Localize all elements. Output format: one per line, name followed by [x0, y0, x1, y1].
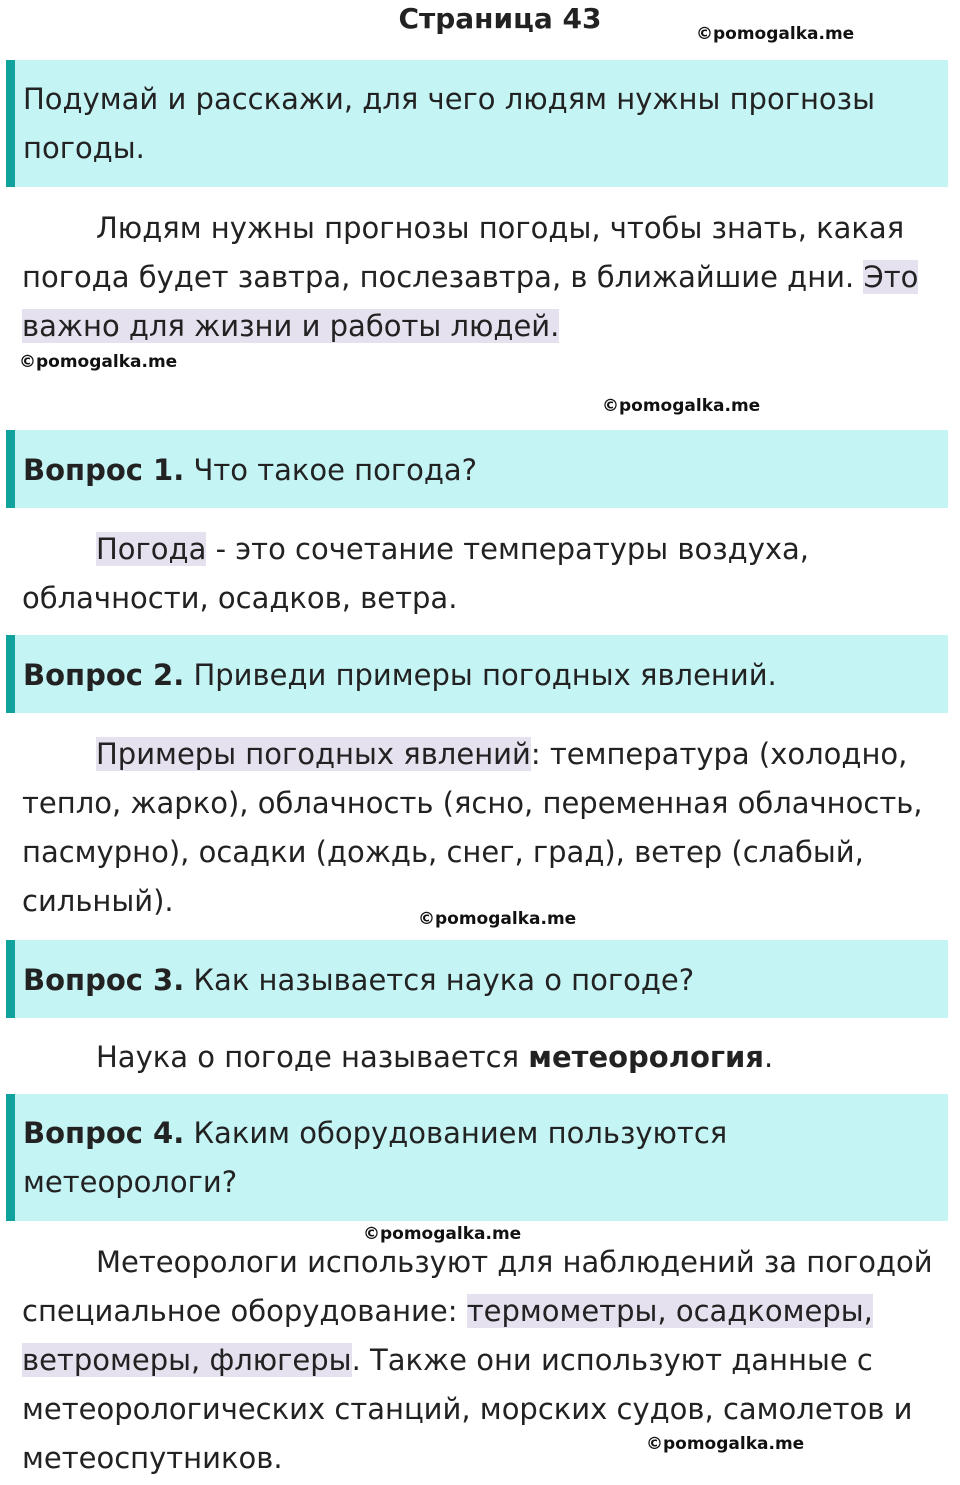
answer-1-highlight: Погода [96, 532, 207, 566]
question-3-label: Вопрос 3. [23, 963, 185, 997]
page-title: Страница 43 [398, 2, 602, 35]
watermark: ©pomogalka.me [19, 352, 178, 372]
question-2-label: Вопрос 2. [23, 658, 185, 692]
watermark: ©pomogalka.me [602, 396, 761, 416]
answer-3-bold: метеорология [528, 1040, 764, 1074]
answer-4 [22, 1238, 952, 1483]
intro-answer-text: Людям нужны прогнозы погоды, чтобы знать, какая погода будет завтра, послезавтра, в ближайшие дни. [22, 211, 905, 294]
question-1-label: Вопрос 1. [23, 453, 185, 487]
watermark: ©pomogalka.me [363, 1224, 522, 1244]
answer-2-text: : температура (холодно, тепло, жарко), облачность (ясно, переменная облачность, пасмурно), осадки (дождь, снег, град), ветер (слабый, сильный). [22, 737, 923, 918]
question-3-box [6, 940, 948, 1018]
question-2-text: Приведи примеры погодных явлений. [184, 658, 777, 692]
intro-answer-highlight: Это важно для жизни и работы людей. [22, 260, 919, 343]
watermark: ©pomogalka.me [646, 1434, 805, 1454]
question-3-text: Как называется наука о погоде? [184, 963, 695, 997]
watermark: ©pomogalka.me [418, 909, 577, 929]
answer-3 [22, 1033, 952, 1082]
answer-2-highlight: Примеры погодных явлений [96, 737, 531, 771]
answer-1 [22, 525, 952, 623]
answer-4-highlight: термометры, осадкомеры, ветромеры, флюгеры [22, 1294, 873, 1377]
question-4-box [6, 1094, 948, 1221]
question-4-text: Каким оборудованием пользуются метеорологи? [23, 1116, 728, 1199]
intro-answer [22, 204, 952, 351]
answer-3-text: Наука о погоде называется [96, 1040, 529, 1074]
question-4-label: Вопрос 4. [23, 1116, 185, 1150]
question-1-text: Что такое погода? [184, 453, 478, 487]
question-1-box [6, 430, 948, 508]
question-2-box [6, 635, 948, 713]
intro-question-box [6, 60, 948, 187]
answer-1-text: - это сочетание температуры воздуха, облачности, осадков, ветра. [22, 532, 810, 615]
intro-question-text: Подумай и расскажи, для чего людям нужны прогнозы погоды. [23, 82, 875, 165]
answer-4-rest: . Также они используют данные с метеорологических станций, морских судов, самолетов и метеоспутников. [22, 1343, 913, 1475]
watermark: ©pomogalka.me [696, 24, 855, 44]
answer-3-end: . [763, 1040, 774, 1074]
answer-4-text: Метеорологи используют для наблюдений за погодой специальное оборудование: [22, 1245, 933, 1328]
answer-2 [22, 730, 952, 926]
